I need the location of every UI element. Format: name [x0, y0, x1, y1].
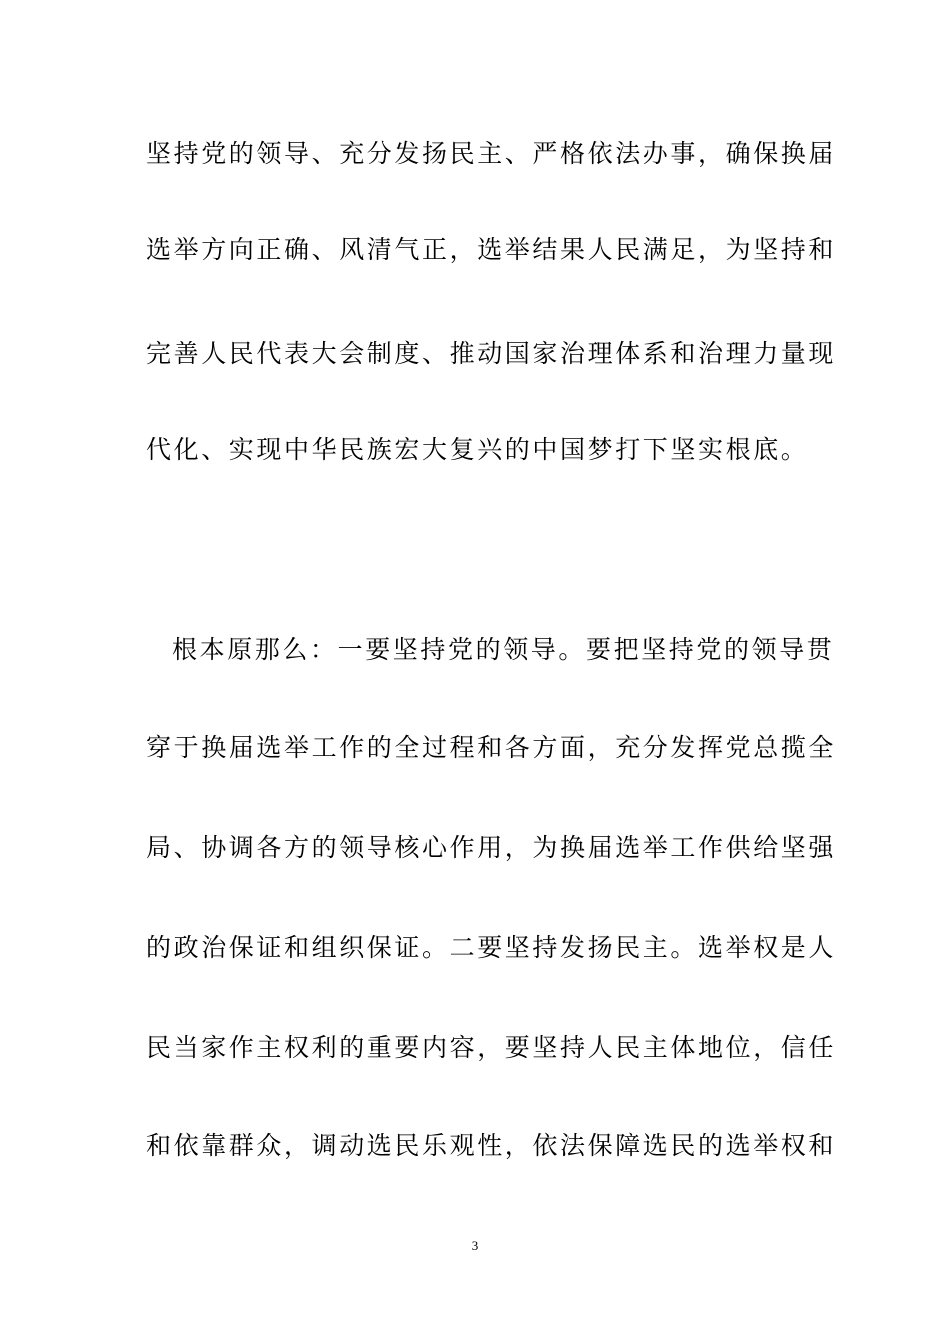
paragraph-2-line-3: 局、协调各方的领导核心作用，为换届选举工作供给坚强	[146, 833, 837, 862]
paragraph-2-line-4: 的政治保证和组织保证。二要坚持发扬民主。选举权是人	[146, 933, 837, 962]
paragraph-1-line-1: 坚持党的领导、充分发扬民主、严格依法办事，确保换届	[146, 139, 837, 168]
paragraph-2-line-6: 和依靠群众，调动选民乐观性，依法保障选民的选举权和	[146, 1131, 837, 1160]
paragraph-1-line-2: 选举方向正确、风清气正，选举结果人民满足，为坚持和	[146, 235, 837, 264]
paragraph-2-line-2: 穿于换届选举工作的全过程和各方面，充分发挥党总揽全	[146, 733, 837, 762]
page-number: 3	[471, 1238, 479, 1253]
paragraph-2-line-1: 根本原那么：一要坚持党的领导。要把坚持党的领导贯	[172, 635, 835, 664]
paragraph-1-line-4: 代化、实现中华民族宏大复兴的中国梦打下坚实根底。	[146, 435, 809, 464]
paragraph-2-line-5: 民当家作主权利的重要内容，要坚持人民主体地位，信任	[146, 1033, 837, 1062]
paragraph-1-line-3: 完善人民代表大会制度、推动国家治理体系和治理力量现	[146, 339, 837, 368]
